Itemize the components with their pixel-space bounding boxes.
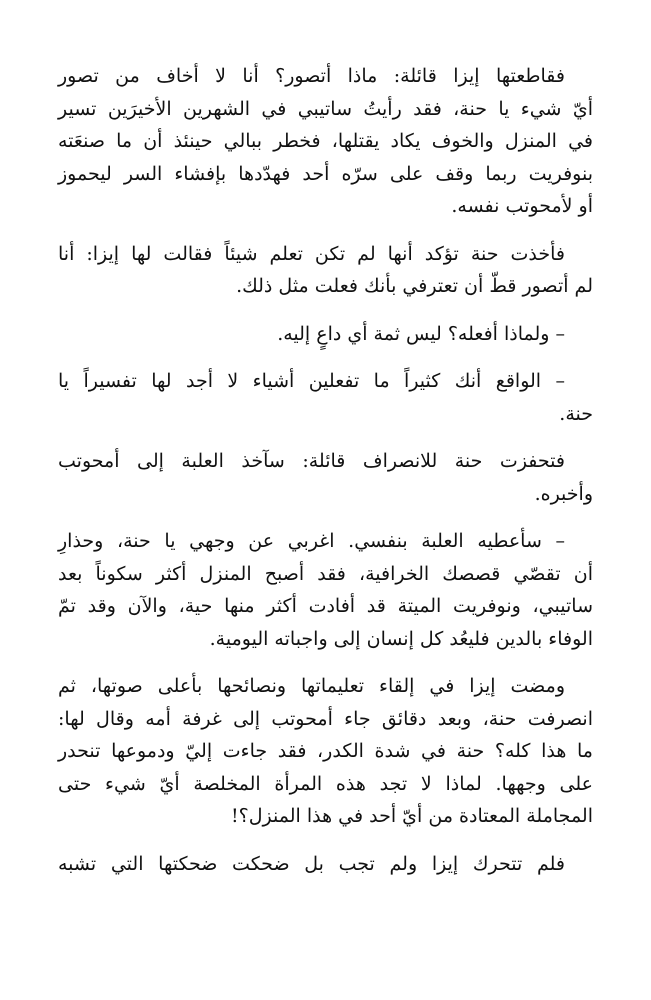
- paragraph-8: [58, 848, 593, 881]
- text-line: ساتيبي، ونوفريت الميتة قد أفادت أكثر منها حية، والآن وقد تمّ: [58, 595, 593, 617]
- paragraph-4: [58, 365, 593, 430]
- text-line: على وجهها. لماذا لا تجد هذه المرأة المخلصة أيّ شيء حتى: [58, 772, 593, 795]
- text-line: لم أتصور قطّ أن تعترفي بأنك فعلت مثل ذلك.: [236, 275, 593, 297]
- text-line: بنوفريت ربما وقف على سرّه أحد فهدّدها بإفشاء السر ليحموز: [58, 162, 593, 185]
- text-line: – الواقع أنك كثيراً ما تفعلين أشياء لا أجد لها تفسيراً يا: [58, 370, 565, 392]
- paragraph-5: [58, 445, 593, 510]
- text-line: حنة.: [559, 402, 593, 425]
- text-line: – سأعطيه العلبة بنفسي. اغربي عن وجهي يا حنة، وحذارِ: [58, 530, 565, 552]
- text-line: – ولماذا أفعله؟ ليس ثمة أي داعٍ إليه.: [277, 322, 565, 345]
- text-line: انصرفت حنة، وبعد دقائق جاء أمحوتب إلى غرفة أمه وقال لها:: [58, 707, 593, 730]
- text-line: أيّ شيء يا حنة، فقد رأيتُ ساتيبي في الشهرين الأخيرَين تسير: [58, 97, 593, 120]
- paragraph-7: [58, 670, 593, 833]
- paragraph-6: [58, 525, 593, 655]
- paragraph-2: [58, 238, 593, 303]
- text-line: ما هذا كله؟ حنة في شدة الكدر، فقد جاءت إليّ ودموعها تنحدر: [58, 740, 593, 762]
- text-line: في المنزل والخوف يكاد يقتلها، فخطر ببالي حينئذ أن ما صنعَته: [58, 130, 593, 152]
- text-line: المجاملة المعتادة من أيّ أحد في هذا المنزل؟!: [231, 805, 593, 827]
- book-page: [58, 60, 593, 895]
- text-line: أو لأمحوتب نفسه.: [451, 195, 593, 217]
- text-line: الوفاء بالدين فليعُد كل إنسان إلى واجباته اليومية.: [209, 627, 593, 650]
- paragraph-3: [58, 318, 593, 351]
- text-line: فتحفزت حنة للانصراف قائلة: سآخذ العلبة إلى أمحوتب: [58, 450, 565, 472]
- text-line: وأخبره.: [534, 482, 593, 505]
- text-line: ومضت إيزا في إلقاء تعليماتها ونصائحها بأعلى صوتها، ثم: [58, 675, 565, 697]
- text-line: فأخذت حنة تؤكد أنها لم تكن تعلم شيئاً فقالت لها إيزا: أنا: [58, 242, 565, 265]
- text-line: فقاطعتها إيزا قائلة: ماذا أتصور؟ أنا لا أخاف من تصور: [58, 65, 565, 87]
- paragraph-1: [58, 60, 593, 223]
- text-line: أن تقصّي قصصك الخرافية، فقد أصبح المنزل أكثر سكوناً بعد: [58, 562, 593, 585]
- text-line: فلم تتحرك إيزا ولم تجب بل ضحكت ضحكتها التي تشبه: [58, 852, 565, 875]
